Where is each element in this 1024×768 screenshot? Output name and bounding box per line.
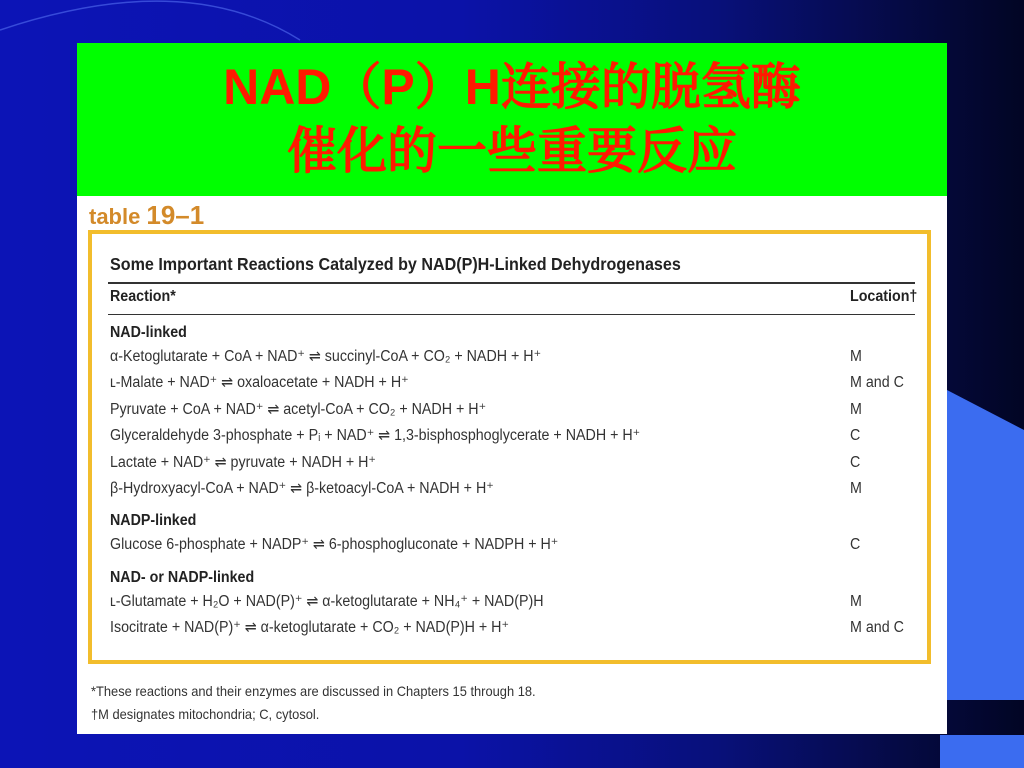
table-row bbox=[110, 344, 917, 370]
location-cell: M bbox=[850, 479, 862, 497]
table-row bbox=[110, 370, 917, 396]
group-heading-nad: NAD-linked bbox=[110, 324, 187, 341]
location-cell: M bbox=[850, 348, 862, 365]
reaction-cell: Pyruvate + CoA + NAD⁺ ⇌ acetyl-CoA + CO₂ + NADH + H⁺ bbox=[110, 400, 487, 418]
table-row bbox=[110, 615, 917, 641]
location-cell: M bbox=[850, 400, 862, 418]
table-frame bbox=[88, 230, 931, 664]
table-number-label bbox=[89, 200, 204, 231]
column-header-location: Location† bbox=[850, 288, 918, 305]
reaction-cell: Lactate + NAD⁺ ⇌ pyruvate + NADH + H⁺ bbox=[110, 453, 376, 471]
location-cell: C bbox=[850, 536, 861, 554]
reaction-cell: ʟ-Malate + NAD⁺ ⇌ oxaloacetate + NADH + H⁺ bbox=[110, 374, 409, 392]
table-row bbox=[110, 423, 917, 449]
reaction-cell: α-Ketoglutarate + CoA + NAD⁺ ⇌ succinyl-CoA + CO₂ + NADH + H⁺ bbox=[110, 348, 542, 365]
location-cell: M and C bbox=[850, 374, 904, 392]
slide-title-line2: 催化的一些重要反应 bbox=[287, 123, 737, 179]
column-header-reaction: Reaction* bbox=[110, 288, 176, 305]
reaction-rows bbox=[110, 322, 917, 642]
slide-title-line1: NAD（P）H连接的脱氢酶 bbox=[223, 59, 801, 115]
table-panel bbox=[77, 196, 947, 734]
table-row bbox=[110, 476, 917, 502]
reaction-cell: Isocitrate + NAD(P)⁺ ⇌ α-ketoglutarate + CO₂ + NAD(P)H + H⁺ bbox=[110, 619, 509, 637]
table-label-word: table bbox=[89, 204, 141, 229]
footnote-chapters: *These reactions and their enzymes are discussed in Chapters 15 through 18. bbox=[91, 683, 536, 699]
footnote-location-key: †M designates mitochondria; C, cytosol. bbox=[91, 706, 320, 722]
table-label-number: 19–1 bbox=[146, 200, 205, 230]
location-cell: M and C bbox=[850, 619, 904, 637]
table-row bbox=[110, 450, 917, 476]
reaction-cell: ʟ-Glutamate + H₂O + NAD(P)⁺ ⇌ α-ketoglutarate + NH₄⁺ + NAD(P)H bbox=[110, 592, 544, 610]
header-bottom-rule bbox=[108, 314, 915, 315]
location-cell: C bbox=[850, 427, 861, 445]
table-caption: Some Important Reactions Catalyzed by NAD(P)H-Linked Dehydrogenases bbox=[110, 254, 681, 274]
blue-block-shape bbox=[940, 735, 1024, 768]
table-row bbox=[110, 589, 917, 615]
table-row bbox=[110, 532, 917, 558]
group-heading-nad-or-nadp: NAD- or NADP-linked bbox=[110, 568, 255, 586]
blue-wedge-shape bbox=[947, 390, 1024, 700]
location-cell: C bbox=[850, 453, 861, 471]
header-top-rule bbox=[108, 282, 915, 284]
reaction-cell: Glyceraldehyde 3-phosphate + Pᵢ + NAD⁺ ⇌ 1,3-bisphosphoglycerate + NADH + H⁺ bbox=[110, 427, 641, 445]
table-row bbox=[110, 397, 917, 423]
group-heading-nadp: NADP-linked bbox=[110, 512, 197, 530]
location-cell: M bbox=[850, 592, 862, 610]
reaction-cell: β-Hydroxyacyl-CoA + NAD⁺ ⇌ β-ketoacyl-CoA + NADH + H⁺ bbox=[110, 479, 494, 497]
reaction-cell: Glucose 6-phosphate + NADP⁺ ⇌ 6-phosphogluconate + NADPH + H⁺ bbox=[110, 536, 559, 554]
table-footnotes bbox=[91, 680, 536, 726]
title-band bbox=[77, 43, 947, 196]
